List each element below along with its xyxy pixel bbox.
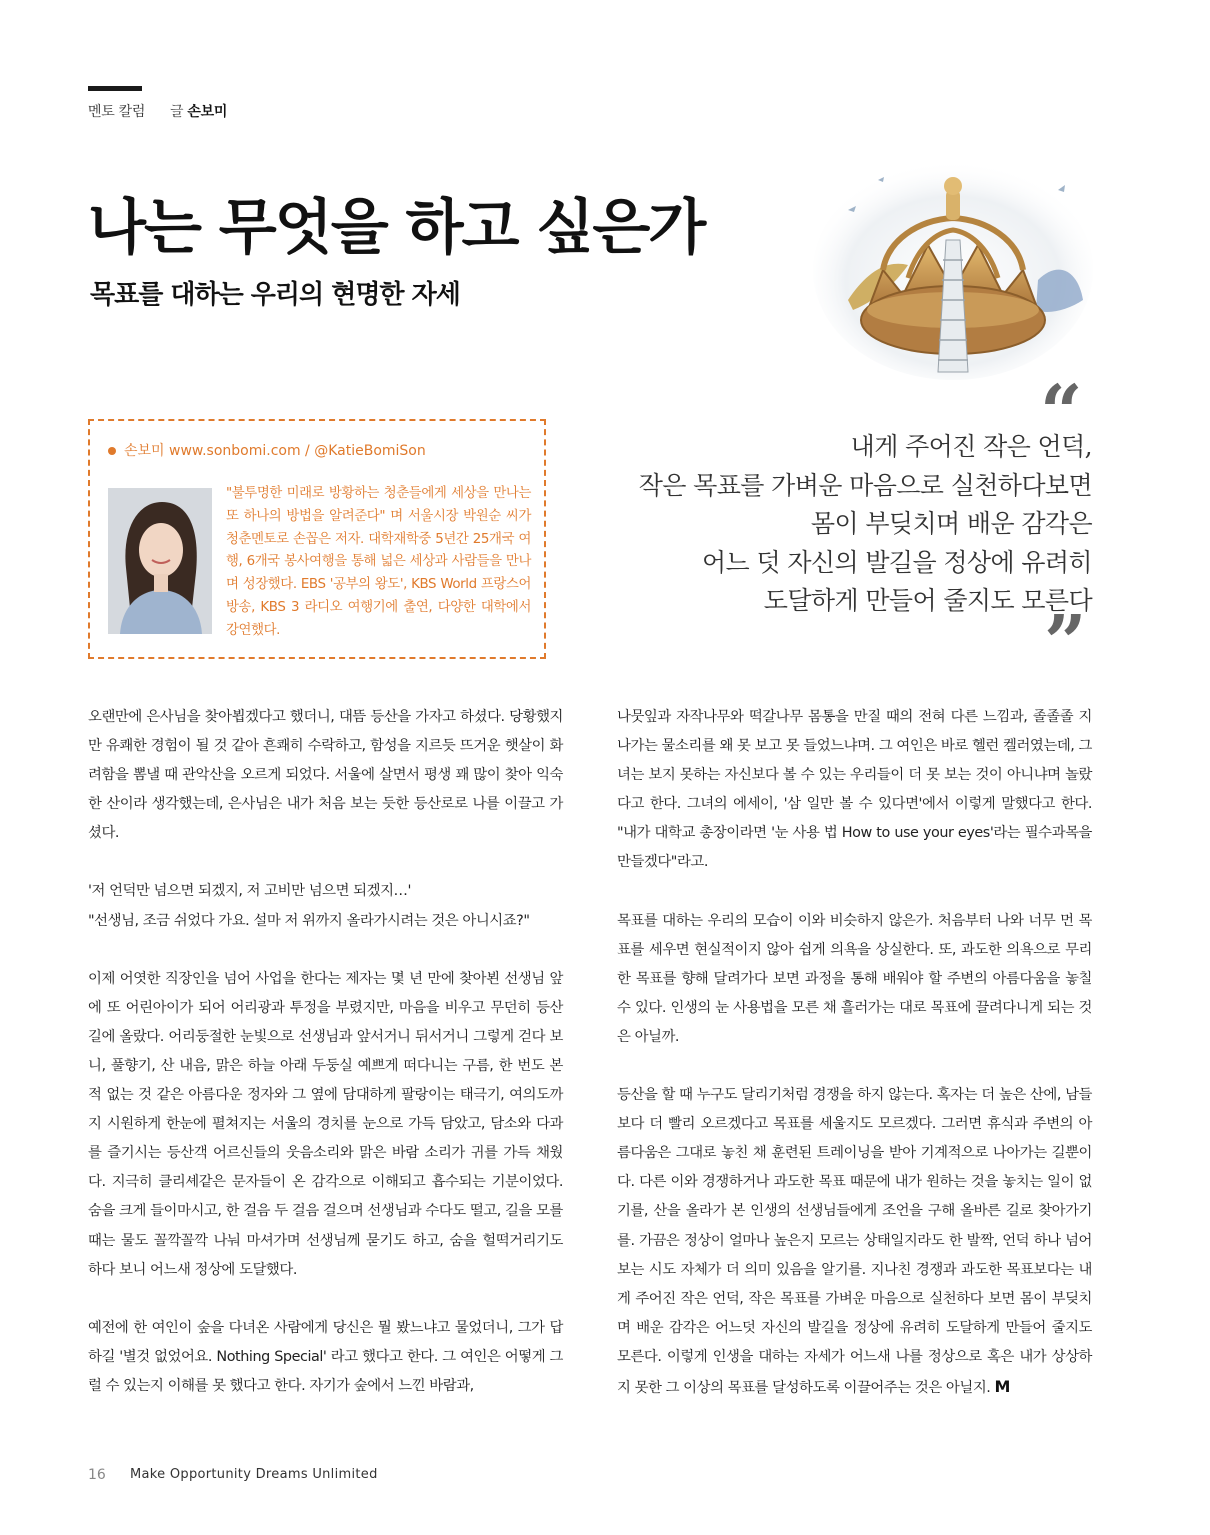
pull-quote [639,428,1092,621]
close-quote-mark: ” [1044,600,1087,686]
body-paragraph: '저 언덕만 넘으면 되겠지, 저 고비만 넘으면 되겠지…' [88,883,411,900]
bio-text: "불투명한 미래로 방황하는 청춘들에게 세상을 만나는 또 하나의 방법을 알려준다" 며 서울시장 박원순 씨가 청춘멘토로 손꼽은 저자. 대학재학중 5년간 25개국 여행, 6개국 봉사여행을 통해 넓은 세상과 사람들을 만나며 성장했다. EBS '공부의 왕도', KBS World 프랑스어 방송, KBS 3 라디오 여행기에 출연, 다양한 대학에서 강연했다. [226,486,531,638]
crown-illustration [808,150,1098,380]
article-title: 나는 무엇을 하고 싶은가 [88,193,705,263]
footer-tagline: Make Opportunity Dreams Unlimited [130,1467,378,1482]
body-paragraph: 목표를 대하는 우리의 모습이 이와 비슷하지 않은가. 처음부터 나와 너무 먼 목표를 세우면 현실적이지 않아 쉽게 의욕을 상실한다. 또, 과도한 의욕으로 무리한 목표를 향해 달려가다 보면 과정을 통해 배워야 할 주변의 아름다움을 놓칠 수 있다. 인생의 눈 사용법을 모른 채 흘러가는 대로 목표에 끌려다니게 되는 것은 아닐까. [617,912,1092,1045]
body-paragraph: 나뭇잎과 자작나무와 떡갈나무 몸통을 만질 때의 전혀 다른 느낌과, 졸졸졸 지나가는 물소리를 왜 못 보고 못 들었느냐며. 그 여인은 바로 헬런 켈러였는데, 그녀는 보지 못하는 자신보다 볼 수 있는 우리들이 더 못 보는 것이 아니냐며 놀랐다고 한다. 그녀의 에세이, '삼 일만 볼 수 있다면'에서 이렇게 말했다고 한다. "내가 대학교 총장이라면 '눈 사용 법 How to use your eyes'라는 필수과목을 만들겠다"라고. [617,709,1092,871]
open-quote-mark: “ [1040,370,1083,456]
quote-line: 몸이 부딪치며 배운 감각은 [810,509,1092,538]
body-paragraph: 이제 어엿한 직장인을 넘어 사업을 한다는 제자는 몇 년 만에 찾아뵌 선생님 앞에 또 어린아이가 되어 어리광과 투정을 부렸지만, 마음을 비우고 무던히 등산길에 올랐다. 어리둥절한 눈빛으로 선생님과 앞서거니 뒤서거니 그렇게 걷다 보니, 풀향기, 산 내음, 맑은 하늘 아래 두둥실 예쁘게 떠다니는 구름, 한 번도 본 적 없는 것 같은 아름다운 정자와 그 옆에 담대하게 팔랑이는 태극기, 여의도까지 시원하게 한눈에 펼쳐지는 서울의 경치를 눈으로 가득 담았고, 담소와 다과를 즐기시는 등산객 어르신들의 웃음소리와 맑은 바람 소리가 귀를 가득 채웠다. 지극히 클리셰같은 문자들이 온 감각으로 이해되고 흡수되는 기분이었다. 숨을 크게 들이마시고, 한 걸음 두 걸음 걸으며 선생님과 수다도 떨고, 길을 모를 때는 물도 꼴깍꼴깍 나눠 마셔가며 선생님께 묻기도 하고, 숨을 헐떡거리기도 하다 보니 어느새 정상에 도달했다. [88,970,563,1278]
bio-heading [108,440,426,460]
bullet-dot-icon [108,447,116,455]
byline-author: 손보미 [187,104,228,120]
quote-line: 내게 주어진 작은 언덕, [850,432,1092,461]
body-column-right [617,703,1092,1432]
top-rule [88,86,142,91]
body-paragraph [617,1081,1092,1403]
body-column-left [88,703,563,1430]
byline [170,101,227,121]
body-paragraph: "선생님, 조금 쉬었다 가요. 설마 저 위까지 올라가시려는 것은 아니시죠?" [88,912,530,929]
article-subtitle: 목표를 대하는 우리의 현명한 자세 [90,280,460,310]
body-paragraph-text: 등산을 할 때 누구도 달리기처럼 경쟁을 하지 않는다. 혹자는 더 높은 산에, 남들보다 더 빨리 오르겠다고 목표를 세울지도 모르겠다. 그러면 휴식과 주변의 아름다움은 그대로 놓친 채 훈련된 트레이닝을 받아 기계적으로 나아가는 길뿐이다. 다른 이와 경쟁하거나 과도한 목표 때문에 내가 원하는 것을 놓치는 일이 없기를, 산을 올라가 본 인생의 선생님들에게 조언을 구해 올바른 길로 찾아가기를. 가끔은 정상이 얼마나 높은지 모르는 상태일지라도 한 발짝, 언덕 하나 넘어보는 시도 자체가 더 의미 있음을 알기를. 지나친 경쟁과 과도한 목표보다는 내게 주어진 작은 언덕, 작은 목표를 가벼운 마음으로 실천하다 보면 몸이 부딪치며 배운 감각은 어느덧 자신의 발길을 정상에 유려히 도달하게 만들어 줄지도 모른다. 이렇게 인생을 대하는 자세가 어느새 나를 정상으로 혹은 내가 상상하지 못한 그 이상의 목표를 달성하도록 이끌어주는 것은 아닐지. [617,1087,1092,1396]
section-label: 멘토 칼럼 [88,104,146,120]
body-paragraph: 오랜만에 은사님을 찾아뵙겠다고 했더니, 대뜸 등산을 가자고 하셨다. 당황했지만 유쾌한 경험이 될 것 같아 흔쾌히 수락하고, 함성을 지르듯 뜨거운 햇살이 화려함을 뽐낼 때 관악산을 오르게 되었다. 서울에 살면서 평생 꽤 많이 찾아 익숙한 산이라 생각했는데, 은사님은 내가 처음 보는 듯한 등산로로 나를 이끌고 가셨다. [88,709,563,842]
quote-line: 도달하게 만들어 줄지도 모른다 [763,586,1092,615]
body-paragraph: 예전에 한 여인이 숲을 다녀온 사람에게 당신은 뭘 봤느냐고 물었더니, 그가 답하길 '별것 없었어요. Nothing Special' 라고 했다고 한다. 그 여인은 어떻게 그럴 수 있는지 이해를 못 했다고 한다. 자기가 숲에서 느낀 바람과, [88,1319,563,1394]
end-mark: M [994,1376,1011,1396]
page-number: 16 [88,1467,106,1483]
byline-prefix: 글 [170,104,184,120]
bio-heading-text: 손보미 www.sonbomi.com / @KatieBomiSon [124,443,426,459]
quote-line: 어느 덧 자신의 발길을 정상에 유려히 [702,547,1092,577]
quote-line: 작은 목표를 가벼운 마음으로 실천하다보면 [638,470,1092,500]
author-photo [108,488,212,634]
